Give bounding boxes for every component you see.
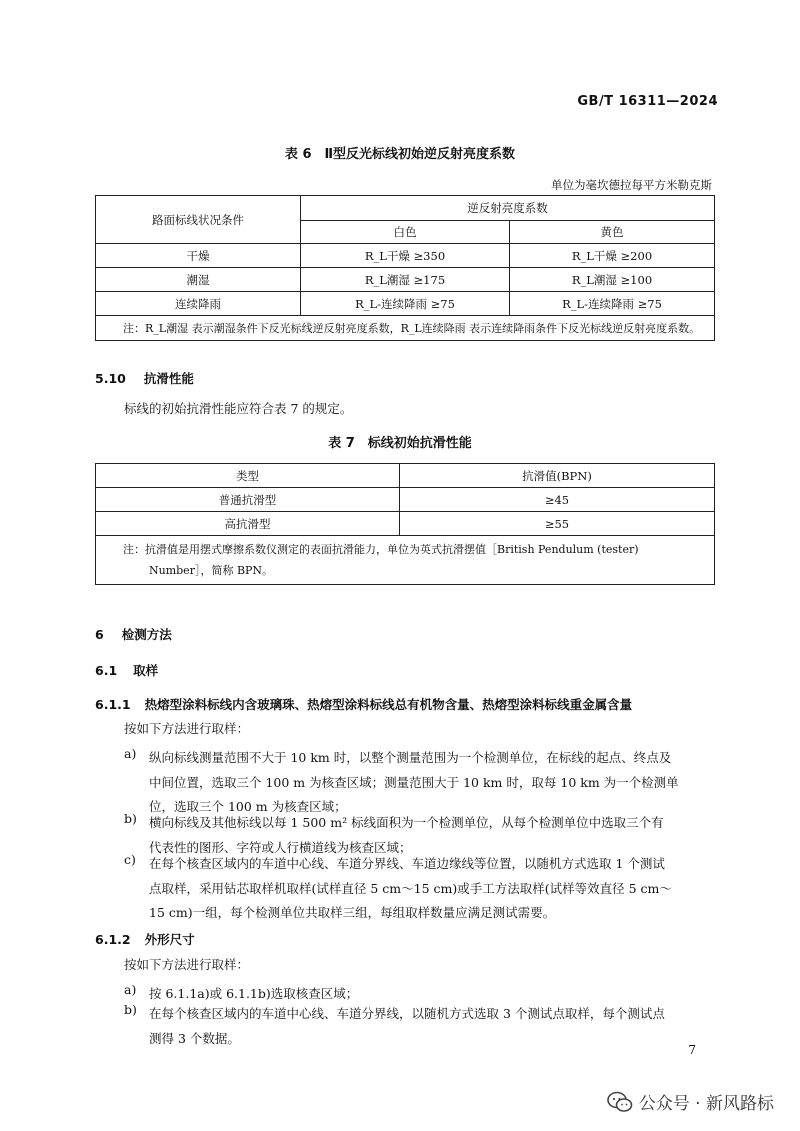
section-6-1-heading [95, 661, 158, 679]
paragraph: 按如下方法进行取样： [124, 721, 250, 736]
table6-header-white: 白色 [301, 221, 510, 244]
table6-header-coeff: 逆反射亮度系数 [301, 196, 715, 221]
list-label: a) [124, 982, 137, 997]
table6-title: 表 6 Ⅱ型反光标线初始逆反射亮度系数 [284, 147, 516, 162]
list-label: c) [124, 852, 136, 867]
list-line: 纵向标线测量范围不大于 10 km 时，以整个测量范围为一个检测单位，在标线的起点、终点及 [149, 750, 672, 765]
page-number: 7 [688, 1043, 696, 1057]
table-cell: 连续降雨 [96, 292, 301, 316]
list-line: 在每个核查区域内的车道中心线、车道分界线，以随机方式选取 3 个测试点取样，每个测试点 [149, 1006, 665, 1021]
paragraph: 按如下方法进行取样： [124, 957, 250, 972]
watermark-text: 公众号 · 新风路标 [638, 1094, 774, 1114]
list-line: 横向标线及其他标线以每 1 500 m² 标线面积为一个检测单位，从每个检测单位中选取三个有 [149, 815, 664, 830]
table-row [96, 292, 715, 316]
section-title: 检测方法 [121, 627, 172, 642]
section-title: 抗滑性能 [143, 371, 194, 386]
table-cell: 潮湿 [96, 268, 301, 292]
section-6-1-1-heading [95, 695, 632, 713]
list-label: b) [124, 811, 137, 826]
list-line: 位，选取三个 100 m 为核查区域； [149, 799, 347, 814]
list-line: 在每个核查区域内的车道中心线、车道分界线、车道边缘线等位置，以随机方式选取 1 个测试 [149, 856, 665, 871]
standard-code: GB/T 16311—2024 [577, 94, 718, 109]
table7-header-type: 类型 [96, 464, 400, 488]
table-row [96, 512, 715, 536]
table-cell: 干燥 [96, 244, 301, 268]
section-6-1-2-heading [95, 930, 195, 948]
table7-title: 表 7 标线初始抗滑性能 [328, 436, 472, 451]
note-line: Number］，简称 BPN。 [149, 564, 274, 577]
list-line: 按 6.1.1a)或 6.1.1b)选取核查区域； [149, 986, 359, 1001]
table-cell: R_L干燥 ≥200 [510, 244, 715, 268]
table-row [96, 488, 715, 512]
table-cell: ≥45 [400, 488, 715, 512]
table-cell: 高抗滑型 [96, 512, 400, 536]
paragraph: 标线的初始抗滑性能应符合表 7 的规定。 [124, 401, 353, 416]
section-number: 6.1 [95, 663, 118, 678]
table-cell: ≥55 [400, 512, 715, 536]
table6-unit: 单位为毫坎德拉每平方米勒克斯 [551, 178, 712, 192]
list-label: b) [124, 1002, 137, 1017]
section-title: 外形尺寸 [144, 932, 195, 947]
note-line: 注：抗滑值是用摆式摩擦系数仪测定的表面抗滑能力，单位为英式抗滑摆值［British Pendulum (tester) [123, 543, 639, 556]
table7 [95, 463, 715, 585]
table-row [96, 268, 715, 292]
table-row [96, 244, 715, 268]
section-6-heading [95, 625, 172, 643]
section-title: 取样 [133, 663, 159, 678]
wechat-icon [607, 1091, 633, 1113]
list-label: a) [124, 746, 137, 761]
table-cell: R_L-连续降雨 ≥75 [301, 292, 510, 316]
list-line: 15 cm)一组，每个检测单位共取样三组，每组取样数量应满足测试需要。 [149, 905, 556, 920]
list-line: 测得 3 个数据。 [149, 1030, 240, 1046]
watermark [607, 1089, 774, 1114]
table6-header-yellow: 黄色 [510, 221, 715, 244]
table-cell: 普通抗滑型 [96, 488, 400, 512]
section-title: 热熔型涂料标线内含玻璃珠、热熔型涂料标线总有机物含量、热熔型涂料标线重金属含量 [144, 697, 633, 712]
section-5-10-heading [95, 369, 194, 387]
table-cell: R_L潮湿 ≥100 [510, 268, 715, 292]
section-number: 5.10 [95, 371, 126, 386]
table6-header-condition: 路面标线状况条件 [96, 196, 301, 244]
table-cell: R_L干燥 ≥350 [301, 244, 510, 268]
list-line: 代表性的图形、字符或人行横道线为核查区域； [149, 839, 412, 855]
table-cell: R_L-连续降雨 ≥75 [510, 292, 715, 316]
table7-note [96, 536, 715, 585]
list-line: 点取样，采用钻芯取样机取样(试样直径 5 cm～15 cm)或手工方法取样(试样等效直径 5 cm～ [149, 880, 672, 896]
table6-note: 注：R_L潮湿 表示潮湿条件下反光标线逆反射亮度系数，R_L连续降雨 表示连续降雨条件下反光标线逆反射亮度系数。 [96, 316, 715, 341]
table-cell: R_L潮湿 ≥175 [301, 268, 510, 292]
section-number: 6.1.2 [95, 932, 131, 947]
table6 [95, 195, 715, 341]
list-line: 中间位置，选取三个 100 m 为核查区域；测量范围大于 10 km 时，取每 10 km 为一个检测单 [149, 774, 679, 790]
section-number: 6.1.1 [95, 697, 131, 712]
section-number: 6 [95, 627, 104, 642]
table7-header-value: 抗滑值(BPN) [400, 464, 715, 488]
